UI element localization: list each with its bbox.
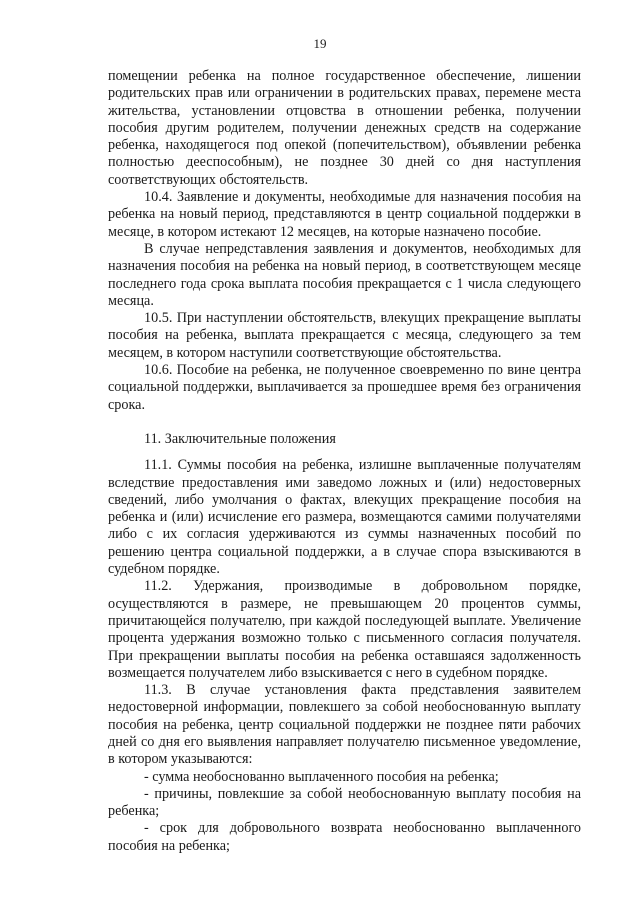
- paragraph-11-2: 11.2. Удержания, производимые в добровольном порядке, осуществляются в размере, не превышающем 20 процентов суммы, причитающейся получателю, при каждой последующей выплате. Увеличение процента удержания возможно только с письменного согласия получателя. При прекращении выплаты пособия на ребенка оставшаяся задолженность возмещается получателем либо взыскивается с него в судебном порядке.: [108, 578, 581, 681]
- paragraph-11-1: 11.1. Суммы пособия на ребенка, излишне выплаченные получателям вследствие предоставления ими заведомо ложных и (или) недостоверных сведений, либо умолчания о фактах, влекущих прекращение пособия на ребенка и (или) исчисление его размера, возмещаются самими получателями либо с их согласия удерживаются из суммы назначенных пособий по решению центра социальной поддержки, а в случае спора взыскиваются в судебном порядке.: [108, 457, 581, 578]
- list-item: - срок для добровольного возврата необоснованно выплаченного пособия на ребенка;: [108, 820, 581, 854]
- paragraph-10-4-nonsubmission: В случае непредставления заявления и документов, необходимых для назначения пособия на ребенка на новый период, в соответствующем месяце последнего года срока выплата пособия прекращается с 1 числа следующего месяца.: [108, 240, 581, 309]
- document-body: [108, 68, 581, 855]
- paragraph-continuation: помещении ребенка на полное государственное обеспечение, лишении родительских прав или ограничении в родительских правах, перемене места жительства, установлении отцовства в отношении ребенка, получении пособия другим родителем, получении денежных средств на содержание ребенка, находящегося под опекой (попечительством), объявлении ребенка полностью дееспособным), не позднее 30 дней со дня наступления соответствующих обстоятельств.: [108, 68, 581, 188]
- paragraph-10-4: 10.4. Заявление и документы, необходимые для назначения пособия на ребенка на новый период, представляются в центр социальной поддержки в месяце, в котором истекают 12 месяцев, на которые назначено пособие.: [108, 189, 581, 240]
- paragraph-10-5: 10.5. При наступлении обстоятельств, влекущих прекращение выплаты пособия на ребенка, выплата прекращается с месяца, следующего за тем месяцем, в котором наступили соответствующие обстоятельства.: [108, 310, 581, 361]
- list-item: - причины, повлекшие за собой необоснованную выплату пособия на ребенка;: [108, 785, 581, 820]
- list-item: - сумма необоснованно выплаченного пособия на ребенка;: [144, 768, 499, 785]
- paragraph-11-3: 11.3. В случае установления факта представления заявителем недостоверной информации, повлекшего за собой необоснованную выплату пособия на ребенка, центр социальной поддержки не позднее пяти рабочих дней со дня его выявления направляет получателю письменное уведомление, в котором указываются:: [108, 682, 581, 768]
- section-heading: 11. Заключительные положения: [144, 430, 336, 447]
- paragraph-10-6: 10.6. Пособие на ребенка, не полученное своевременно по вине центра социальной поддержки, выплачивается за прошедшее время без ограничения срока.: [108, 362, 581, 413]
- page-number: 19: [313, 36, 327, 51]
